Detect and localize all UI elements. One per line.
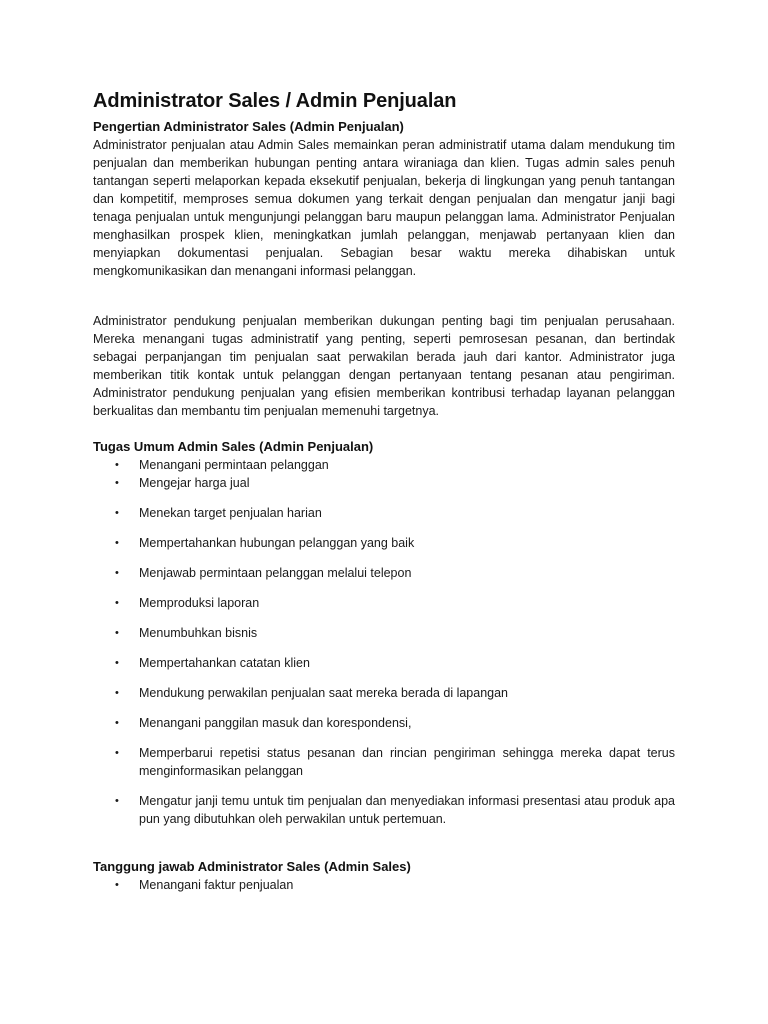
tanggung-jawab-list	[93, 876, 675, 894]
document-title: Administrator Sales / Admin Penjualan	[93, 90, 457, 112]
pengertian-paragraph-2: Administrator pendukung penjualan memberikan dukungan penting bagi tim penjualan perusahaan. Mereka menangani tugas administratif yang penting, seperti pemrosesan pesanan, dan bertindak sebagai perpanjangan tim penjualan saat perwakilan berada jauh dari kantor. Administrator juga memberikan titik kontak untuk pelanggan dengan pertanyaan tentang pesanan atau pengiriman. Administrator pendukung penjualan yang efisien memberikan kontribusi terhadap layanan pelanggan berkualitas dan membantu tim penjualan memenuhi targetnya.	[93, 314, 675, 418]
list-item: • Memproduksi laporan	[115, 596, 260, 610]
list-item: • Mengatur janji temu untuk tim penjualan dan menyediakan informasi presentasi atau produk apa pun yang dibutuhkan oleh perwakilan untuk pertemuan.	[115, 794, 675, 826]
bullet-icon: •	[115, 687, 119, 699]
list-item: • Menangani panggilan masuk dan korespondensi,	[115, 716, 412, 730]
bullet-icon: •	[115, 747, 119, 759]
list-item: • Menjawab permintaan pelanggan melalui telepon	[115, 566, 412, 580]
tanggung-jawab-section	[93, 858, 675, 894]
list-item: • Mempertahankan catatan klien	[115, 656, 310, 670]
bullet-icon: •	[115, 717, 119, 729]
tugas-heading: Tugas Umum Admin Sales (Admin Penjualan)	[93, 439, 374, 454]
bullet-icon: •	[115, 795, 119, 807]
list-item: • Mengejar harga jual	[115, 476, 250, 490]
list-item: • Memperbarui repetisi status pesanan dan rincian pengiriman sehingga mereka dapat terus menginformasikan pelanggan	[115, 746, 675, 778]
bullet-icon: •	[115, 507, 119, 519]
bullet-icon: •	[115, 597, 119, 609]
tugas-list	[93, 456, 675, 828]
tugas-section	[93, 438, 675, 828]
bullet-icon: •	[115, 477, 119, 489]
pengertian-paragraph-1: Administrator penjualan atau Admin Sales memainkan peran administratif utama dalam mendukung tim penjualan dan memberikan hubungan penting antara wiraniaga dan klien. Tugas admin sales penuh tantangan seperti melaporkan kepada eksekutif penjualan, bekerja di lingkungan yang penuh tantangan dan kompetitif, memproses semua dokumen yang terkait dengan penjualan dan mengatur janji bagi tenaga penjualan untuk mengunjungi pelanggan baru maupun pelanggan lama. Administrator Penjualan menghasilkan prospek klien, meningkatkan jumlah pelanggan, menjawab pertanyaan klien dan menyiapkan dokumentasi penjualan. Sebagian besar waktu mereka dihabiskan untuk mengkomunikasikan dan menangani informasi pelanggan.	[93, 138, 675, 278]
bullet-icon: •	[115, 657, 119, 669]
list-item: • Menumbuhkan bisnis	[115, 626, 258, 640]
bullet-icon: •	[115, 627, 119, 639]
bullet-icon: •	[115, 879, 119, 891]
list-item: • Menangani permintaan pelanggan	[115, 458, 329, 472]
list-item: • Menangani faktur penjualan	[115, 878, 294, 892]
bullet-icon: •	[115, 567, 119, 579]
list-item: • Mendukung perwakilan penjualan saat mereka berada di lapangan	[115, 686, 509, 700]
document-content	[93, 88, 675, 894]
bullet-icon: •	[115, 537, 119, 549]
tanggung-jawab-heading: Tanggung jawab Administrator Sales (Admin Sales)	[93, 859, 411, 874]
list-item: • Mempertahankan hubungan pelanggan yang baik	[115, 536, 415, 550]
pengertian-heading: Pengertian Administrator Sales (Admin Penjualan)	[93, 119, 404, 134]
bullet-icon: •	[115, 459, 119, 471]
list-item: • Menekan target penjualan harian	[115, 506, 322, 520]
